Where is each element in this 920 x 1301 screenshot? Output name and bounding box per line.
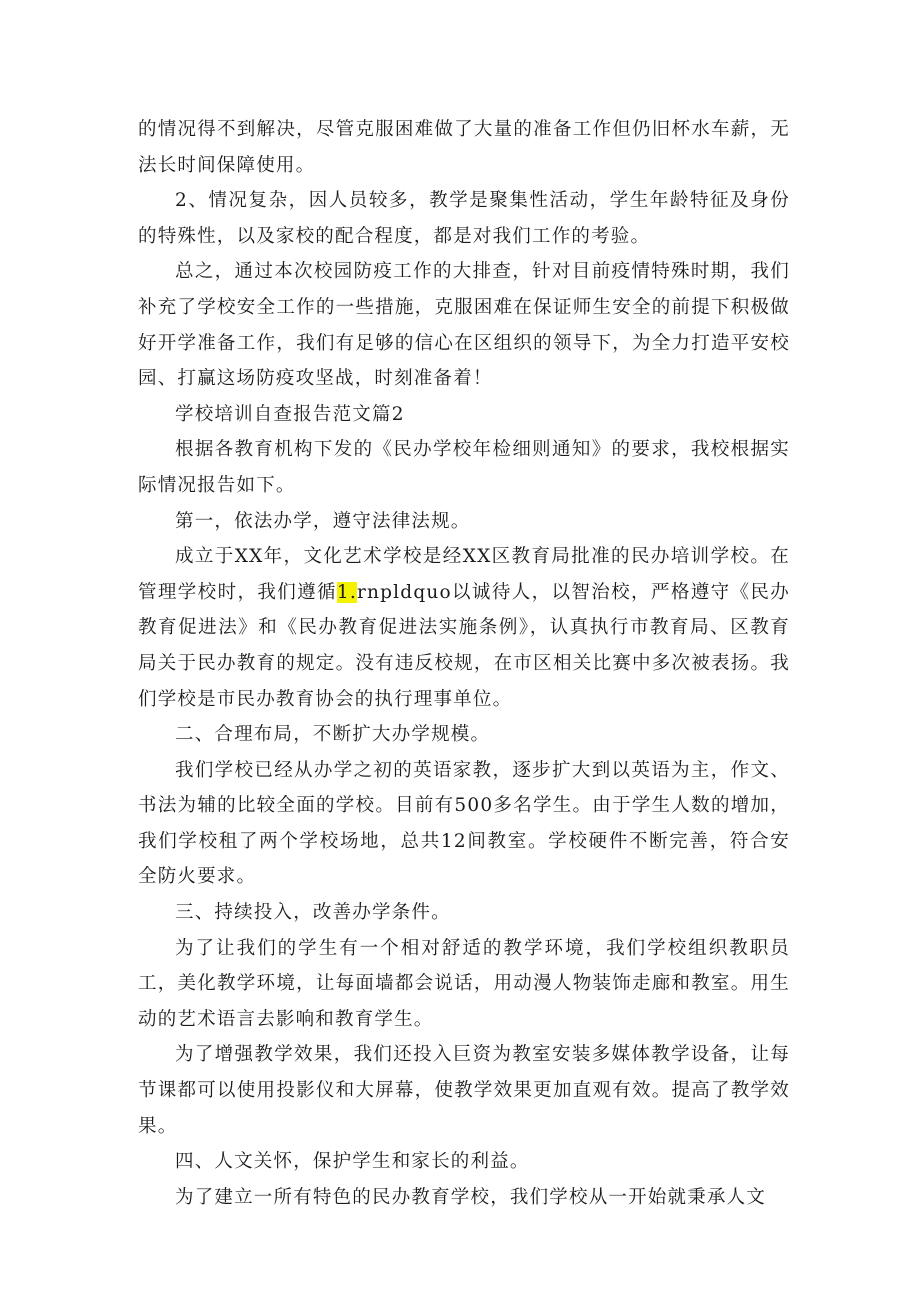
paragraph-7: 二、合理布局，不断扩大办学规模。	[175, 724, 491, 746]
paragraph-13: 为了建立一所有特色的民办教育学校，我们学校从一开始就秉承人文	[175, 1186, 767, 1208]
paragraph-5: 第一，依法办学，遵守法律法规。	[175, 510, 471, 532]
section-heading: 学校培训自查报告范文篇2	[175, 403, 405, 425]
paragraph-10: 为了让我们的学生有一个相对舒适的教学环境，我们学校组织教职员工，美化教学环境，让每面墙都会说话，用动漫人物装饰走廊和教室。用生动的艺术语言去影响和教育学生。	[138, 937, 790, 1030]
paragraph-6-part-a: 成立于XX年，文化艺术学校是经XX区教育局批准的民办培训学校。在管理学校时，我们遵循	[138, 546, 790, 603]
paragraph-6	[138, 539, 790, 717]
paragraph-4: 根据各教育机构下发的《民办学校年检细则通知》的要求，我校根据实际情况报告如下。	[138, 439, 790, 496]
paragraph-11: 为了增强教学效果，我们还投入巨资为教室安装多媒体教学设备，让每节课都可以使用投影仪和大屏幕，使教学效果更加直观有效。提高了教学效果。	[138, 1044, 790, 1137]
paragraph-3: 总之，通过本次校园防疫工作的大排查，针对目前疫情特殊时期，我们补充了学校安全工作的一些措施，克服困难在保证师生安全的前提下积极做好开学准备工作，我们有足够的信心在区组织的领导下，为全力打造平安校园、打赢这场防疫攻坚战，时刻准备着！	[138, 261, 790, 390]
paragraph-6-part-b: rnpldquo以诚待人，以智治校，严格遵守《民办教育促进法》和《民办教育促进法实施条例》，认真执行市教育局、区教育局关于民办教育的规定。没有违反校规，在市区相关比赛中多次被表扬。我们学校是市民办教育协会的执行理事单位。	[138, 581, 790, 710]
paragraph-1: 的情况得不到解决，尽管克服困难做了大量的准备工作但仍旧杯水车薪，无法长时间保障使用。	[138, 119, 790, 176]
paragraph-9: 三、持续投入，改善办学条件。	[175, 902, 451, 924]
paragraph-2: 2、情况复杂，因人员较多，教学是聚集性活动，学生年龄特征及身份的特殊性，以及家校的配合程度，都是对我们工作的考验。	[138, 190, 790, 247]
highlighted-text: 1.	[336, 581, 357, 603]
document-page	[138, 112, 790, 1215]
paragraph-8: 我们学校已经从办学之初的英语家教，逐步扩大到以英语为主，作文、书法为辅的比较全面的学校。目前有500多名学生。由于学生人数的增加，我们学校租了两个学校场地，总共12间教室。学校硬件不断完善，符合安全防火要求。	[138, 759, 790, 888]
paragraph-12: 四、人文关怀，保护学生和家长的利益。	[175, 1151, 530, 1173]
